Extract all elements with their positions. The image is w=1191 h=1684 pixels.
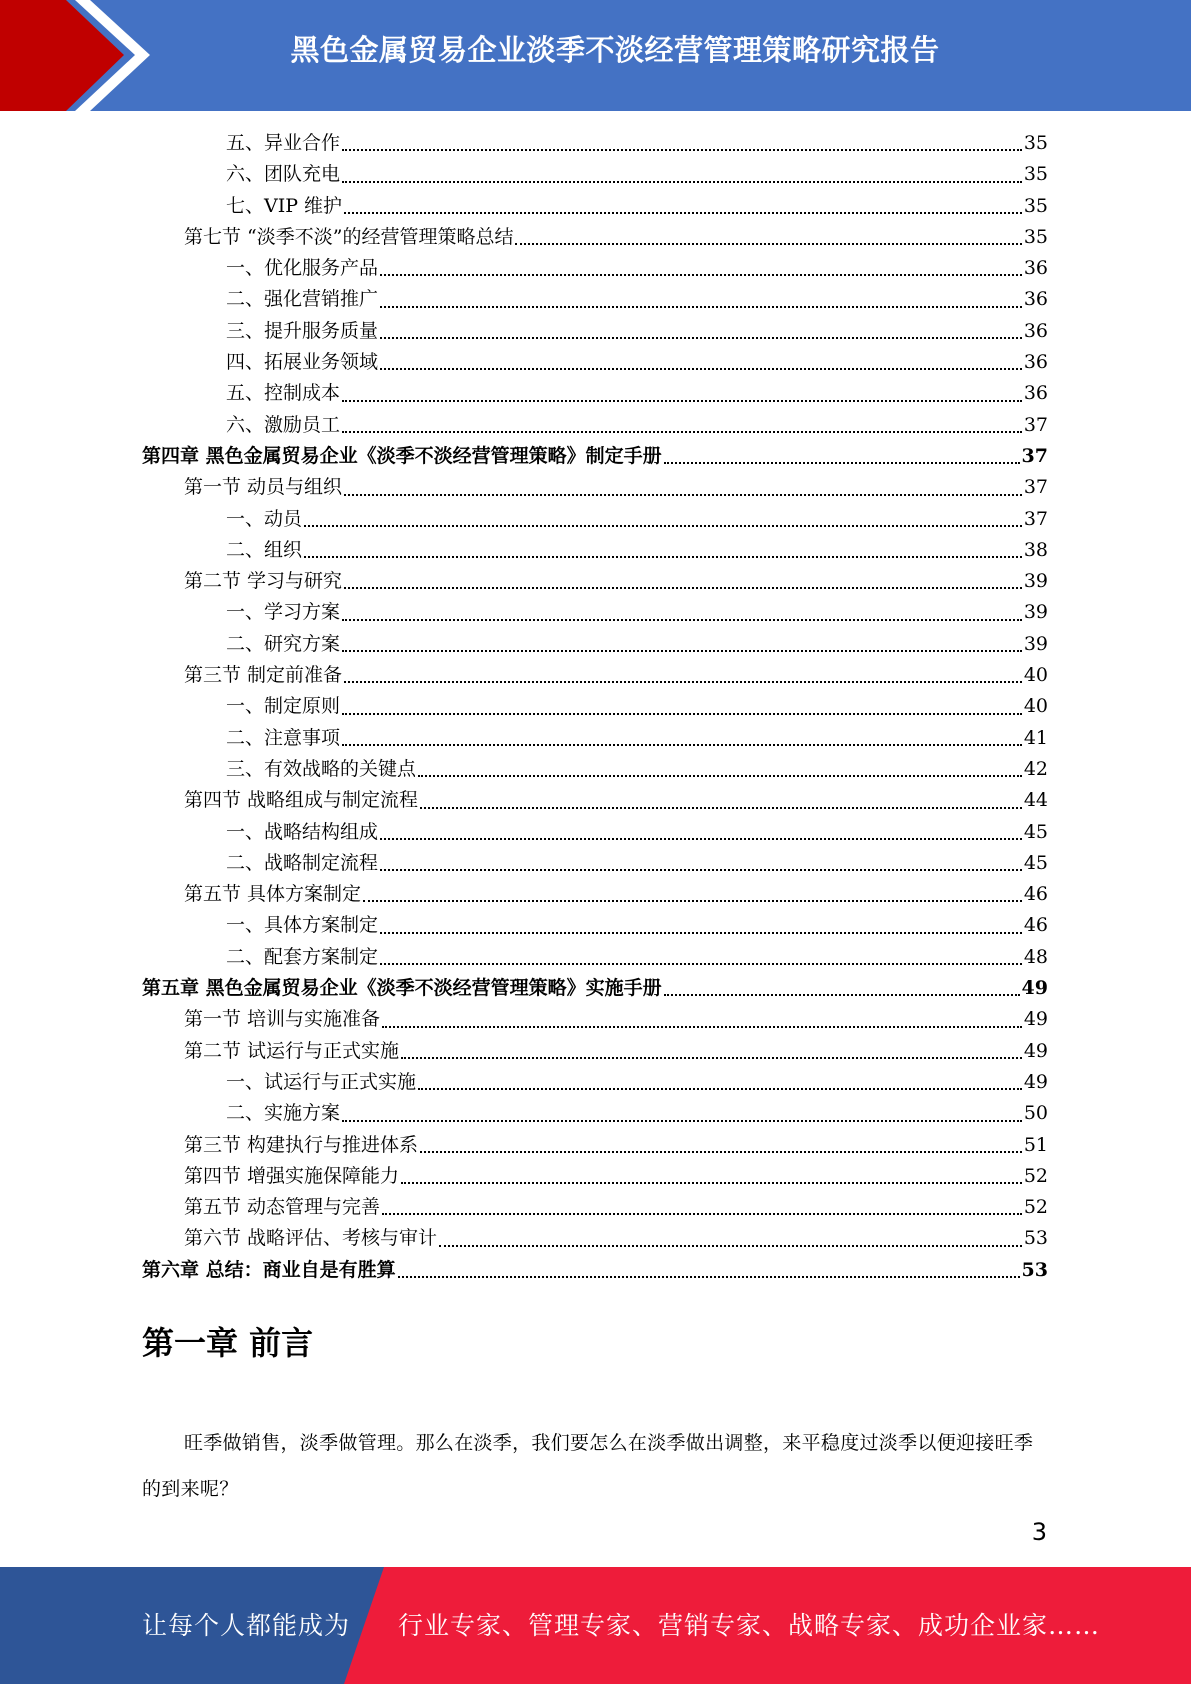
toc-entry-label: 五、异业合作 [226, 132, 341, 154]
toc-entry-label: 二、组织 [226, 538, 303, 561]
toc-entry-label: 第四章 黑色金属贸易企业《淡季不淡经营管理策略》制定手册 [142, 444, 662, 467]
toc-entry[interactable] [142, 535, 1048, 566]
toc-entry-label: 第四节 增强实施保障能力 [184, 1164, 400, 1187]
toc-entry-label: 二、战略制定流程 [226, 851, 379, 874]
toc-dot-leader [363, 900, 1022, 902]
toc-entry-label: 一、学习方案 [226, 601, 341, 624]
toc-entry-label: 第四节 战略组成与制定流程 [184, 789, 419, 812]
toc-entry[interactable] [142, 504, 1048, 535]
toc-dot-leader [401, 1057, 1022, 1059]
toc-entry-page: 53 [1021, 1258, 1048, 1281]
toc-dot-leader [342, 650, 1022, 652]
toc-entry-page: 50 [1023, 1102, 1048, 1125]
toc-entry[interactable] [142, 410, 1048, 441]
toc-dot-leader [342, 431, 1022, 433]
toc-entry[interactable] [142, 1067, 1048, 1098]
page-footer [0, 1567, 1191, 1684]
toc-entry-label: 五、控制成本 [226, 382, 341, 405]
toc-dot-leader [342, 149, 1022, 151]
toc-entry-label: 第六章 总结：商业自是有胜算 [142, 1258, 396, 1281]
toc-entry-page: 40 [1023, 664, 1048, 687]
toc-entry[interactable] [142, 1098, 1048, 1129]
toc-entry[interactable] [142, 566, 1048, 597]
toc-dot-leader [382, 1026, 1022, 1028]
toc-entry-label: 六、团队充电 [226, 163, 341, 186]
toc-dot-leader [380, 274, 1022, 276]
toc-entry-page: 48 [1023, 945, 1048, 968]
toc-entry[interactable] [142, 942, 1048, 973]
toc-entry[interactable] [142, 316, 1048, 347]
toc-dot-leader [344, 212, 1022, 214]
toc-entry[interactable] [142, 1223, 1048, 1254]
toc-entry-label: 二、注意事项 [226, 726, 341, 749]
toc-entry-page: 51 [1023, 1133, 1048, 1156]
toc-entry-label: 第五章 黑色金属贸易企业《淡季不淡经营管理策略》实施手册 [142, 977, 662, 1000]
toc-entry[interactable] [142, 597, 1048, 628]
toc-entry-label: 二、实施方案 [226, 1102, 341, 1125]
toc-entry-page: 53 [1023, 1227, 1048, 1250]
toc-entry-label: 二、强化营销推广 [226, 288, 379, 311]
toc-entry-label: 第二节 试运行与正式实施 [184, 1039, 400, 1062]
toc-entry[interactable] [142, 1255, 1048, 1286]
toc-dot-leader [344, 494, 1022, 496]
toc-entry-page: 45 [1023, 820, 1048, 843]
toc-entry[interactable] [142, 284, 1048, 315]
toc-dot-leader [342, 713, 1022, 715]
toc-entry-label: 第二节 学习与研究 [184, 570, 343, 593]
toc-entry-label: 一、战略结构组成 [226, 820, 379, 843]
intro-paragraph: 旺季做销售，淡季做管理。那么在淡季，我们要怎么在淡季做出调整，来平稳度过淡季以便迎接旺季的到来呢？ [142, 1432, 1034, 1500]
toc-dot-leader [342, 619, 1022, 621]
toc-dot-leader [380, 963, 1022, 965]
toc-entry[interactable] [142, 660, 1048, 691]
toc-entry-page: 35 [1023, 163, 1048, 186]
footer-slogan-left: 让每个人都能成为 [142, 1611, 351, 1640]
toc-entry-label: 一、具体方案制定 [226, 914, 379, 937]
toc-dot-leader [664, 994, 1020, 996]
toc-entry-page: 36 [1023, 288, 1048, 311]
toc-entry-label: 第一节 动员与组织 [184, 476, 343, 499]
toc-entry-label: 第五节 动态管理与完善 [184, 1196, 381, 1219]
toc-entry[interactable] [142, 1161, 1048, 1192]
toc-dot-leader [342, 1120, 1022, 1122]
document-title: 黑色金属贸易企业淡季不淡经营管理策略研究报告 [290, 33, 940, 67]
toc-entry[interactable] [142, 1036, 1048, 1067]
toc-dot-leader [344, 681, 1022, 683]
toc-entry[interactable] [142, 785, 1048, 816]
toc-entry-page: 35 [1023, 225, 1048, 248]
toc-entry[interactable] [142, 723, 1048, 754]
toc-entry-page: 36 [1023, 351, 1048, 374]
toc-dot-leader [380, 869, 1022, 871]
toc-dot-leader [342, 744, 1022, 746]
toc-entry[interactable] [142, 817, 1048, 848]
toc-entry[interactable] [142, 629, 1048, 660]
toc-entry-page: 46 [1023, 883, 1048, 906]
toc-entry-label: 第七节 “淡季不淡”的经营管理策略总结 [184, 225, 514, 248]
toc-dot-leader [342, 400, 1022, 402]
toc-dot-leader [342, 181, 1022, 183]
toc-dot-leader [380, 306, 1022, 308]
toc-entry-page: 49 [1023, 1039, 1048, 1062]
toc-entry-page: 39 [1023, 570, 1048, 593]
toc-dot-leader [664, 462, 1020, 464]
toc-entry[interactable] [142, 691, 1048, 722]
toc-entry-page: 46 [1023, 914, 1048, 937]
toc-entry-page: 52 [1023, 1196, 1048, 1219]
toc-entry-page: 40 [1023, 695, 1048, 718]
toc-entry-page: 37 [1023, 476, 1048, 499]
toc-entry-label: 七、VIP 维护 [226, 194, 343, 217]
toc-entry-page: 49 [1023, 1070, 1048, 1093]
toc-dot-leader [380, 838, 1022, 840]
toc-entry-page: 49 [1023, 1008, 1048, 1031]
toc-dot-leader [304, 525, 1022, 527]
toc-entry[interactable] [142, 848, 1048, 879]
toc-entry[interactable] [142, 253, 1048, 284]
toc-dot-leader [401, 1182, 1022, 1184]
toc-dot-leader [344, 587, 1022, 589]
toc-entry[interactable] [142, 754, 1048, 785]
toc-entry-label: 第六节 战略评估、考核与审计 [184, 1227, 438, 1250]
toc-entry[interactable] [142, 1004, 1048, 1035]
toc-entry-label: 第三节 构建执行与推进体系 [184, 1133, 419, 1156]
toc-entry-page: 49 [1021, 977, 1048, 1000]
toc-dot-leader [439, 1245, 1022, 1247]
footer-slogan-right: 行业专家、管理专家、营销专家、战略专家、成功企业家…… [398, 1611, 1101, 1640]
toc-entry[interactable] [142, 1130, 1048, 1161]
toc-entry-page: 36 [1023, 382, 1048, 405]
page-number: 3 [1031, 1518, 1047, 1546]
toc-entry-label: 二、研究方案 [226, 632, 341, 655]
page-header [0, 0, 1191, 111]
toc-entry-page: 41 [1023, 726, 1048, 749]
toc-dot-leader [515, 243, 1021, 245]
toc-entry-label: 一、试运行与正式实施 [226, 1070, 417, 1093]
toc-entry[interactable] [142, 159, 1048, 190]
toc-entry[interactable] [142, 128, 1048, 159]
toc-dot-leader [380, 932, 1022, 934]
toc-entry-page: 39 [1023, 632, 1048, 655]
toc-dot-leader [380, 368, 1022, 370]
toc-entry[interactable] [142, 347, 1048, 378]
toc-entry-label: 三、提升服务质量 [226, 319, 379, 342]
toc-entry[interactable] [142, 378, 1048, 409]
toc-entry-page: 37 [1021, 444, 1048, 467]
toc-dot-leader [380, 337, 1022, 339]
toc-entry-label: 第一节 培训与实施准备 [184, 1008, 381, 1031]
toc-entry-page: 45 [1023, 851, 1048, 874]
toc-entry-page: 36 [1023, 319, 1048, 342]
toc-entry-label: 第三节 制定前准备 [184, 664, 343, 687]
toc-entry[interactable] [142, 441, 1048, 472]
toc-entry-label: 三、有效战略的关键点 [226, 757, 417, 780]
toc-dot-leader [420, 807, 1022, 809]
toc-entry-label: 六、激励员工 [226, 413, 341, 436]
toc-entry[interactable] [142, 879, 1048, 910]
chapter-heading: 第一章 前言 [142, 1324, 314, 1362]
toc-entry[interactable] [142, 910, 1048, 941]
toc-entry-label: 第五节 具体方案制定 [184, 883, 362, 906]
toc-entry-page: 39 [1023, 601, 1048, 624]
toc-entry-label: 一、制定原则 [226, 695, 341, 718]
toc-entry-page: 36 [1023, 257, 1048, 280]
toc-dot-leader [420, 1151, 1022, 1153]
toc-entry-page: 38 [1023, 538, 1048, 561]
toc-entry[interactable] [142, 222, 1048, 253]
toc-entry-label: 一、优化服务产品 [226, 257, 379, 280]
toc-entry-label: 四、拓展业务领域 [226, 351, 379, 374]
toc-entry-page: 44 [1023, 789, 1048, 812]
toc-dot-leader [382, 1213, 1022, 1215]
table-of-contents [142, 128, 1048, 1286]
toc-entry[interactable] [142, 472, 1048, 503]
toc-dot-leader [304, 556, 1022, 558]
toc-entry[interactable] [142, 1192, 1048, 1223]
toc-entry-page: 37 [1023, 507, 1048, 530]
toc-entry-page: 35 [1023, 132, 1048, 154]
toc-entry-page: 42 [1023, 757, 1048, 780]
toc-entry-label: 一、动员 [226, 507, 303, 530]
toc-dot-leader [418, 775, 1022, 777]
toc-entry[interactable] [142, 973, 1048, 1004]
toc-dot-leader [398, 1276, 1020, 1278]
toc-entry-label: 二、配套方案制定 [226, 945, 379, 968]
toc-dot-leader [418, 1088, 1022, 1090]
toc-entry-page: 35 [1023, 194, 1048, 217]
toc-entry-page: 52 [1023, 1164, 1048, 1187]
toc-entry[interactable] [142, 191, 1048, 222]
toc-entry-page: 37 [1023, 413, 1048, 436]
